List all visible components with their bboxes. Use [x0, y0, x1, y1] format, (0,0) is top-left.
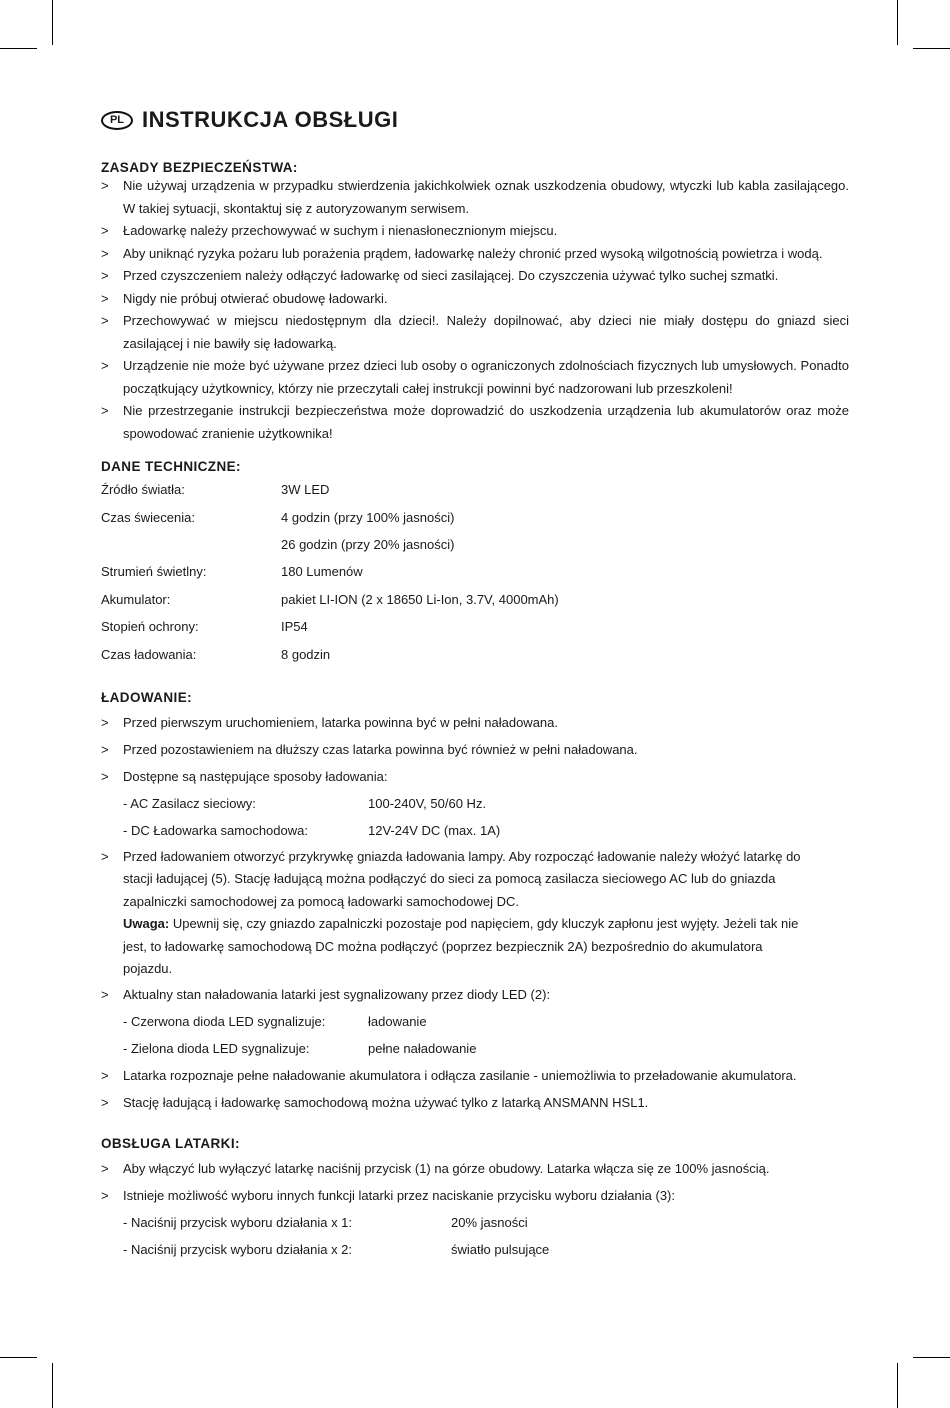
charging-method-row: - DC Ładowarka samochodowa: 12V-24V DC (max. 1A)	[123, 822, 501, 838]
bullet-marker: >	[101, 403, 109, 418]
list-item: > Nigdy nie próbuj otwierać obudowę ładowarki.	[101, 288, 849, 311]
tech-row: Źródło światła: 3W LED	[101, 482, 330, 498]
list-item: > Aby uniknąć ryzyka pożaru lub porażenia prądem, ładowarkę należy chronić przed wysoką wilgotnością powietrza i wodą.	[101, 243, 849, 266]
tech-row: Czas ładowania: 8 godzin	[101, 646, 331, 662]
led-status-row: - Zielona dioda LED sygnalizuje: pełne naładowanie	[123, 1040, 477, 1056]
bullet-marker: >	[101, 1067, 109, 1083]
charging-method-row: - AC Zasilacz sieciowy: 100-240V, 50/60 Hz.	[123, 795, 487, 811]
list-item: > Latarka rozpoznaje pełne naładowanie akumulatora i odłącza zasilanie - uniemożliwia to przeładowanie akumulatora.	[101, 1062, 849, 1089]
bullet-marker: >	[101, 268, 109, 283]
section-title-tech: DANE TECHNICZNE:	[101, 459, 241, 474]
bullet-marker: >	[101, 768, 109, 784]
list-item: > Ładowarkę należy przechowywać w suchym i nienasłonecznionym miejscu.	[101, 220, 849, 243]
tech-section	[101, 459, 849, 668]
list-item: > Przed pozostawieniem na dłuższy czas latarka powinna być również w pełni naładowana.	[101, 736, 849, 763]
bullet-marker: >	[101, 986, 109, 1002]
list-item: > Stację ładującą i ładowarkę samochodową można używać tylko z latarką ANSMANN HSL1.	[101, 1089, 849, 1116]
operation-section	[101, 1136, 849, 1263]
bullet-marker: >	[101, 178, 109, 193]
page-title: INSTRUKCJA OBSŁUGI	[142, 107, 399, 132]
led-status-row: - Czerwona dioda LED sygnalizuje: ładowanie	[123, 1013, 427, 1029]
section-title-safety: ZASADY BEZPIECZEŃSTWA:	[101, 160, 298, 175]
crop-mark	[897, 1363, 898, 1408]
list-item: > Przed pierwszym uruchomieniem, latarka powinna być w pełni naładowana.	[101, 709, 849, 736]
bullet-marker: >	[101, 714, 109, 730]
crop-mark	[52, 0, 53, 45]
charging-section	[101, 690, 849, 1116]
language-badge: PL	[101, 111, 133, 130]
instruction-page	[101, 100, 849, 1263]
bullet-marker: >	[101, 1187, 109, 1203]
section-title-charging: ŁADOWANIE:	[101, 689, 192, 705]
tech-row: Strumień świetlny: 180 Lumenów	[101, 564, 363, 580]
tech-row: Akumulator: pakiet LI-ION (2 x 18650 Li-Ion, 3.7V, 4000mAh)	[101, 591, 559, 607]
list-item: > Nie przestrzeganie instrukcji bezpieczeństwa może doprowadzić do uszkodzenia urządzenia lub akumulatorów oraz może spowodować zranienie użytkownika!	[101, 400, 849, 445]
tech-row: Stopień ochrony: IP54	[101, 619, 308, 635]
note-label: Uwaga:	[123, 916, 170, 932]
crop-mark	[897, 0, 898, 45]
crop-mark	[52, 1363, 53, 1408]
crop-mark	[0, 1357, 37, 1358]
list-item: > Urządzenie nie może być używane przez dzieci lub osoby o ograniczonych zdolnościach fizycznych lub umysłowych. Ponadto początkujący użytkownicy, którzy nie przeczytali całej instrukcji powinni być nadzorowani lub przeszkoleni!	[101, 355, 849, 400]
tech-row: Czas świecenia: 4 godzin (przy 100% jasności)	[101, 509, 455, 525]
list-item: > Aktualny stan naładowania latarki jest sygnalizowany przez diody LED (2):	[101, 981, 849, 1008]
crop-mark	[913, 48, 950, 49]
bullet-marker: >	[101, 245, 109, 261]
list-item: > Przed ładowaniem otworzyć przykrywkę gniazda ładowania lampy. Aby rozpocząć ładowanie należy włożyć latarkę do stacji ładującej (5). Stację ładującą można podłączyć do sieci za pomocą zasilacza sieciowego AC lub do gniazda zapalniczki samochodowej za pomocą ładowarki samochodowej DC. Uwaga: Upewnij się, czy gniazdo zapalniczki pozostaje pod napięciem, gdy kluczyk zapłonu jest wyjęty. Jeżeli tak nie jest, to ładowarkę samochodową DC można podłączyć (poprzez bezpiecznik 2A) bezpośrednio do akumulatora pojazdu.	[101, 846, 849, 981]
mode-row: - Naciśnij przycisk wyboru działania x 1: 20% jasności	[123, 1214, 528, 1230]
bullet-marker: >	[101, 1094, 109, 1110]
page-header	[101, 100, 849, 140]
tech-row: 26 godzin (przy 20% jasności)	[281, 536, 455, 552]
list-item: > Aby włączyć lub wyłączyć latarkę naciśnij przycisk (1) na górze obudowy. Latarka włącza się ze 100% jasnością.	[101, 1155, 849, 1182]
list-item: > Dostępne są następujące sposoby ładowania:	[101, 763, 849, 790]
section-title-operation: OBSŁUGA LATARKI:	[101, 1135, 240, 1151]
bullet-marker: >	[101, 313, 109, 328]
bullet-marker: >	[101, 358, 109, 373]
bullet-marker: >	[101, 741, 109, 757]
safety-section	[101, 160, 849, 445]
crop-mark	[913, 1357, 950, 1358]
mode-row: - Naciśnij przycisk wyboru działania x 2: światło pulsujące	[123, 1241, 550, 1257]
bullet-marker: >	[101, 290, 109, 306]
bullet-marker: >	[101, 223, 109, 238]
list-item: > Przechowywać w miejscu niedostępnym dla dzieci!. Należy dopilnować, aby dzieci nie miały dostępu do gniazd sieci zasilającej i nie bawiły się ładowarką.	[101, 310, 849, 355]
list-item: > Przed czyszczeniem należy odłączyć ładowarkę od sieci zasilającej. Do czyszczenia używać tylko suchej szmatki.	[101, 265, 849, 288]
bullet-marker: >	[101, 1160, 109, 1176]
list-item: > Istnieje możliwość wyboru innych funkcji latarki przez naciskanie przycisku wyboru działania (3):	[101, 1182, 849, 1209]
list-item: > Nie używaj urządzenia w przypadku stwierdzenia jakichkolwiek oznak uszkodzenia obudowy, wtyczki lub kabla zasilającego. W takiej sytuacji, skontaktuj się z autoryzowanym serwisem.	[101, 175, 849, 220]
crop-mark	[0, 48, 37, 49]
bullet-marker: >	[101, 848, 109, 864]
